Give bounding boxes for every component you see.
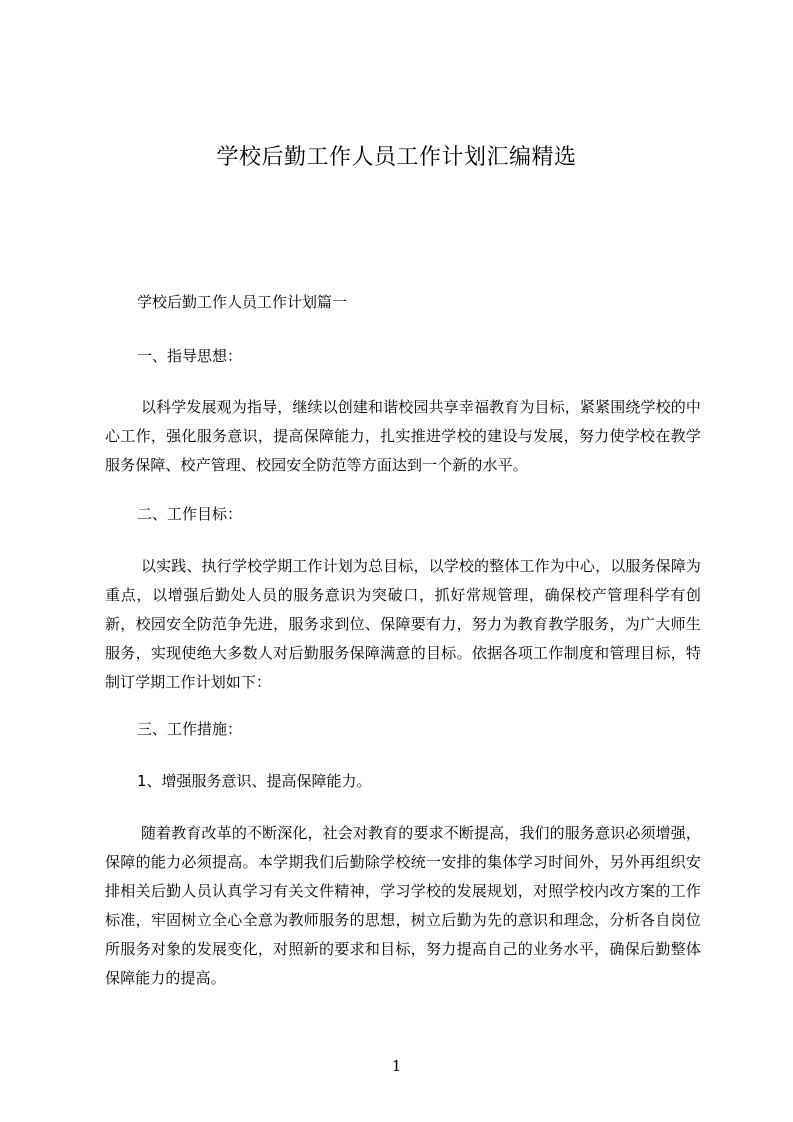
subheading-service-awareness: 1、增强服务意识、提高保障能力。 — [137, 772, 372, 790]
paragraph-service-awareness: 随着教育改革的不断深化，社会对教育的要求不断提高，我们的服务意识必须增强，保障的能力必须提高。本学期我们后勤除学校统一安排的集体学习时间外，另外再组织安排相关后勤人员认真学习有关文件精神，学习学校的发展规划，对照学校内改方案的工作标准，牢固树立全心全意为教师服务的思想，树立后勤为先的意识和理念，分析各自岗位所服务对象的发展变化，对照新的要求和目标，努力提高自己的业务水平，确保后勤整体保障能力的提高。 — [105, 824, 701, 987]
section-title: 学校后勤工作人员工作计划篇一 — [137, 293, 348, 311]
paragraph-guiding-thought: 以科学发展观为指导，继续以创建和谐校园共享幸福教育为目标，紧紧围绕学校的中心工作，强化服务意识，提高保障能力，扎实推进学校的建设与发展，努力使学校在教学服务保障、校产管理、校园安全防范等方面达到一个新的水平。 — [105, 398, 701, 474]
heading-guiding-thought: 一、指导思想： — [137, 347, 243, 365]
heading-work-goals: 二、工作目标： — [137, 505, 243, 523]
paragraph-work-goals: 以实践、执行学校学期工作计划为总目标，以学校的整体工作为中心，以服务保障为重点，以增强后勤处人员的服务意识为突破口，抓好常规管理，确保校产管理科学有创新，校园安全防范争先进，服务求到位、保障要有力，努力为教育教学服务，为广大师生服务，实现使绝大多数人对后勤服务保障满意的目标。依据各项工作制度和管理目标，特制订学期工作计划如下： — [105, 557, 701, 691]
document-title: 学校后勤工作人员工作计划汇编精选 — [216, 145, 577, 170]
heading-work-measures: 三、工作措施： — [137, 720, 243, 738]
page-number: 1 — [391, 1057, 402, 1075]
